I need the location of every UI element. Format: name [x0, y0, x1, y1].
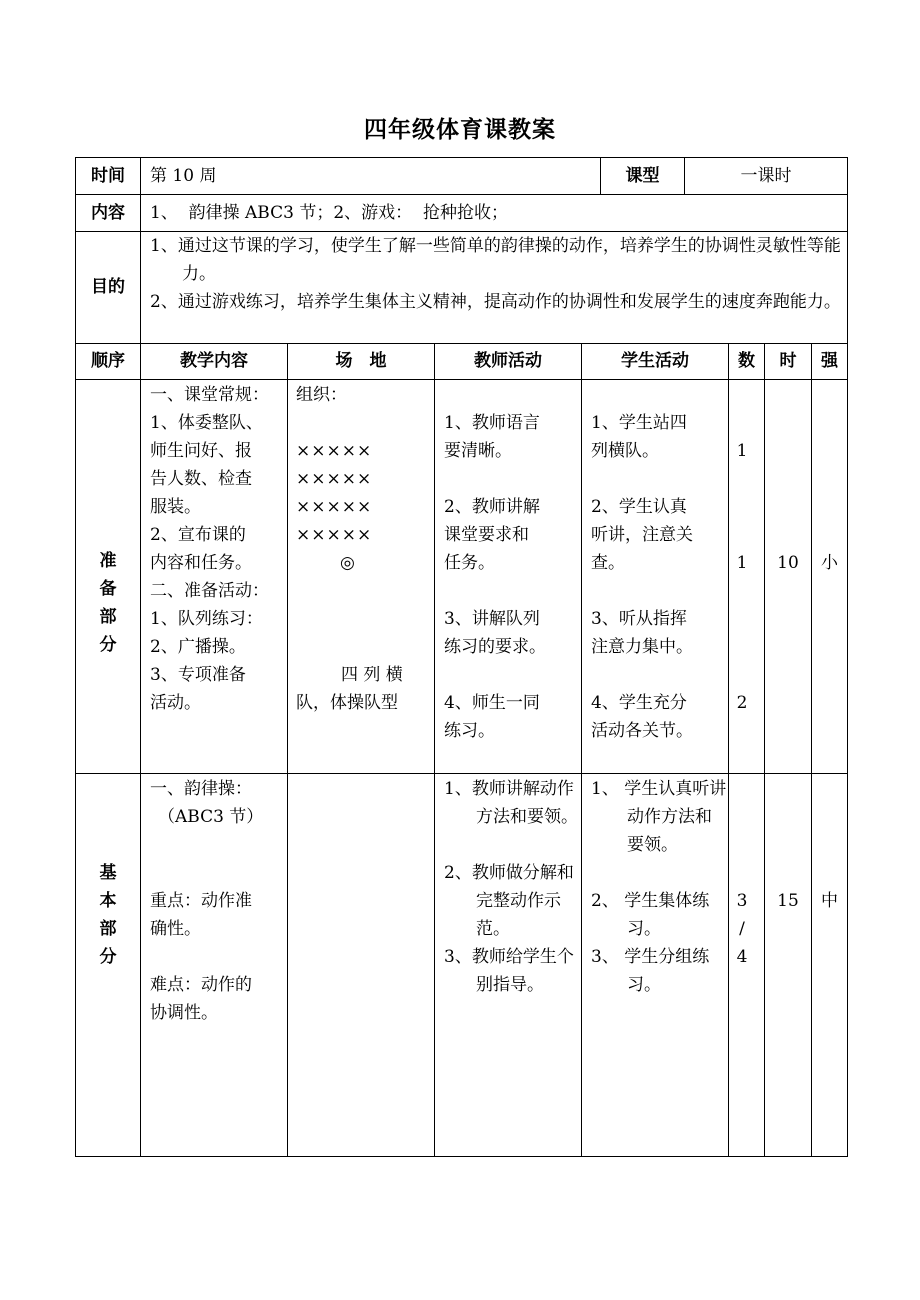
page-title: 四年级体育课教案 [364, 116, 556, 143]
prep-student-1: 1、学生站四 列横队。 [591, 413, 687, 461]
formation-diagram: ××××× ××××× ××××× ××××× [296, 441, 373, 545]
column-teacher: 教师活动 [474, 351, 542, 371]
field-note: 四 列 横 队，体操队型 [296, 665, 403, 713]
basic-key-point: 重点：动作准 确性。 [150, 891, 252, 939]
prep-teacher-3: 3、讲解队列 练习的要求。 [444, 609, 546, 657]
basic-difficulty: 难点：动作的 协调性。 [150, 975, 252, 1023]
type-label: 课型 [625, 166, 660, 186]
column-order: 顺序 [91, 351, 125, 371]
field-label: 组织： [296, 385, 347, 405]
basic-section-label: 基 本 部 分 [99, 863, 117, 967]
goal-label: 目的 [91, 277, 125, 297]
prep-teacher-2: 2、教师讲解 课堂要求和 任务。 [444, 497, 540, 573]
basic-content: 一、韵律操： （ABC3 节） [150, 779, 264, 827]
goal-2: 2、通过游戏练习，培养学生集体主义精神，提高动作的协调性和发展学生的速度奔跑能力。 [150, 292, 841, 312]
basic-teacher-2: 2、教师做分解和完整动作示范。 [444, 863, 574, 939]
teacher-symbol: ◎ [340, 553, 355, 573]
prep-student-2: 2、学生认真 听讲，注意关 查。 [591, 497, 693, 573]
basic-student-3: 3、 学生分组练习。 [591, 947, 710, 995]
basic-student-1: 1、 学生认真听讲动作方法和要领。 [591, 779, 727, 855]
time-label: 时间 [91, 166, 125, 186]
prep-intensity: 小 [821, 553, 838, 573]
prep-student-3: 3、听从指挥 注意力集中。 [591, 609, 693, 657]
column-content: 教学内容 [180, 351, 248, 371]
column-intensity: 强 [821, 351, 838, 371]
basic-teacher-3: 3、教师给学生个别指导。 [444, 947, 574, 995]
basic-time: 15 [777, 891, 799, 911]
prep-teacher-4: 4、师生一同 练习。 [444, 693, 540, 741]
prep-section-label: 准 备 部 分 [99, 551, 117, 655]
column-time: 时 [779, 351, 797, 371]
column-count: 数 [738, 351, 755, 371]
column-student: 学生活动 [621, 351, 689, 371]
time-value: 第 10 周 [150, 166, 217, 186]
prep-count-2: 1 [736, 553, 748, 573]
goal-1: 1、通过这节课的学习，使学生了解一些简单的韵律操的动作，培养学生的协调性灵敏性等能力。 [150, 236, 841, 284]
prep-content: 一、课堂常规： 1、体委整队、 师生问好、报 告人数、检查 服装。 2、宣布课的 内容和任务。 二、准备活动： 1、队列练习： 2、广播操。 3、专项准备 活动。 [150, 385, 269, 713]
prep-time: 10 [777, 553, 799, 573]
basic-student-2: 2、 学生集体练习。 [591, 891, 710, 939]
type-value: 一课时 [740, 166, 792, 186]
prep-teacher-1: 1、教师语言 要清晰。 [444, 413, 540, 461]
column-field: 场 地 [335, 351, 387, 371]
basic-teacher-1: 1、教师讲解动作方法和要领。 [444, 779, 578, 827]
prep-count-1: 1 [736, 441, 748, 461]
basic-intensity: 中 [821, 891, 838, 911]
prep-student-4: 4、学生充分 活动各关节。 [591, 693, 693, 741]
content-value: 1、 韵律操 ABC3 节；2、游戏： 抢种抢收； [150, 203, 508, 223]
content-label: 内容 [91, 203, 125, 223]
prep-count-3: 2 [736, 693, 748, 713]
basic-count: 3 / 4 [736, 891, 748, 967]
